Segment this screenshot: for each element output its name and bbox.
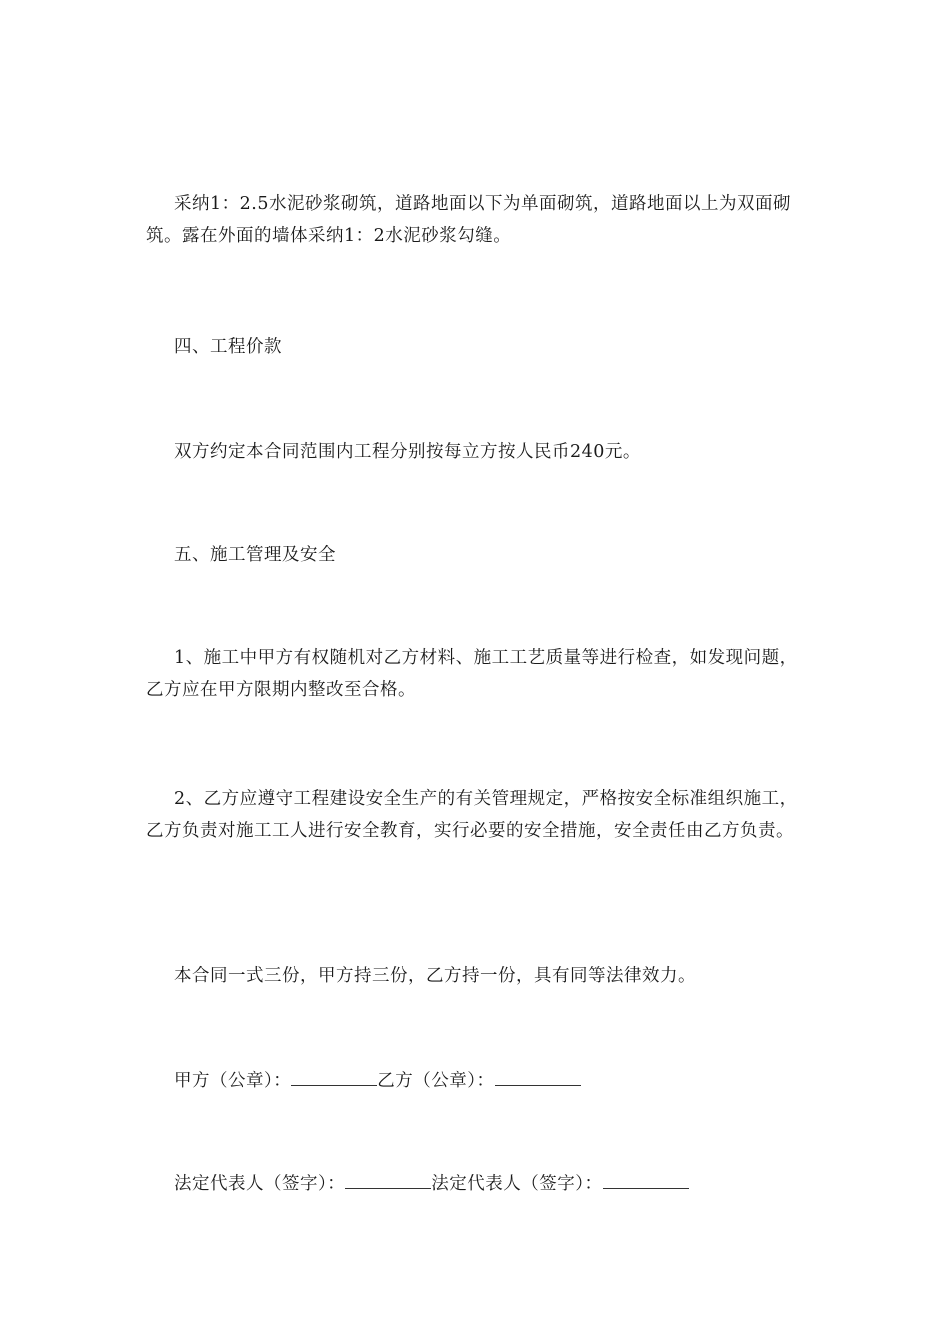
paragraph-price: 双方约定本合同范围内工程分别按每立方按人民币240元。 [174, 442, 641, 462]
party-b-rep-blank [603, 1170, 689, 1189]
party-a-seal-blank [291, 1067, 377, 1086]
section-heading-price: 四、工程价款 [174, 337, 282, 357]
paragraph-safety: 2、乙方应遵守工程建设安全生产的有关管理规定，严格按安全标准组织施工，乙方负责对施工工人进行安全教育，实行必要的安全措施，安全责任由乙方负责。 [146, 789, 798, 841]
party-b-seal-label: 乙方（公章）： [377, 1071, 495, 1091]
party-b-seal-blank [495, 1067, 581, 1086]
paragraph-inspection: 1、施工中甲方有权随机对乙方材料、施工工艺质量等进行检查，如发现问题，乙方应在甲方限期内整改至合格。 [146, 648, 798, 700]
section-heading-management: 五、施工管理及安全 [174, 545, 336, 565]
party-a-rep-blank [345, 1170, 431, 1189]
paragraph-masonry: 采纳1：2.5水泥砂浆砌筑，道路地面以下为单面砌筑，道路地面以上为双面砌筑。露在外面的墙体采纳1：2水泥砂浆勾缝。 [146, 194, 791, 246]
paragraph-copies: 本合同一式三份，甲方持三份，乙方持一份，具有同等法律效力。 [174, 966, 696, 986]
party-a-seal-label: 甲方（公章）： [174, 1071, 292, 1091]
signature-line-representative [146, 1168, 806, 1200]
signature-line-seal [146, 1065, 806, 1097]
party-a-rep-label: 法定代表人（签字）： [174, 1174, 346, 1194]
party-b-rep-label: 法定代表人（签字）： [431, 1174, 603, 1194]
